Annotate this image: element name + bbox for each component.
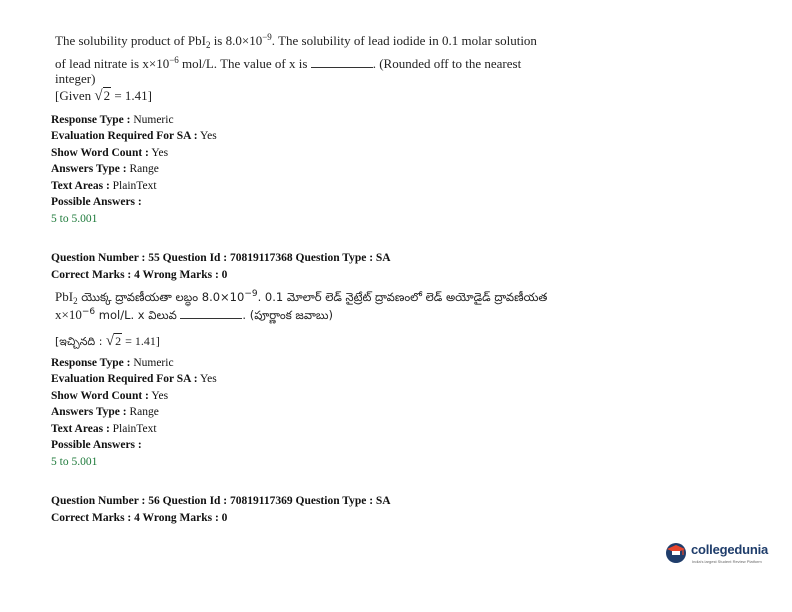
given-suffix: = 1.41] (122, 334, 160, 348)
q54-given (55, 88, 152, 105)
q54-word-count: Show Word Count : Yes (51, 147, 169, 159)
q55-header: Question Number : 55 Question Id : 70819117368 Question Type : SA (51, 252, 391, 264)
q54-text-areas: Text Areas : PlainText (51, 180, 157, 192)
q55-question-text-line2 (55, 307, 333, 325)
q55-answer-blank (180, 309, 242, 319)
q54-text-part: The solubility product of PbI (55, 33, 206, 48)
q54-exponent: −6 (169, 55, 179, 65)
q56-marks: Correct Marks : 4 Wrong Marks : 0 (51, 512, 228, 524)
sqrt-symbol: √2 (94, 88, 111, 104)
q55-text-part: . (పూర్ణాంక జవాబు) (242, 308, 333, 322)
q55-text-areas: Text Areas : PlainText (51, 423, 157, 435)
q54-exponent: −9 (262, 32, 272, 42)
q55-evaluation: Evaluation Required For SA : Yes (51, 373, 217, 385)
q54-text-part: is 8.0×10 (210, 33, 263, 48)
given-suffix: = 1.41] (111, 88, 153, 103)
q54-text-part: of lead nitrate is x×10 (55, 56, 170, 71)
q54-question-text (55, 30, 537, 86)
q55-text-part: యొక్క ద్రావణీయతా లబ్ధం 8.0×10 (77, 290, 245, 304)
q54-text-part: . The solubility of lead iodide in 0.1 molar solution (271, 33, 537, 48)
q54-response-type: Response Type : Numeric (51, 114, 174, 126)
q55-text-part: x×10 (55, 307, 82, 322)
q55-possible-answers: 5 to 5.001 (51, 456, 98, 468)
radicand: 2 (115, 334, 122, 348)
q55-text-part: . 0.1 మోలార్ లెడ్ నైట్రేట్ ద్రావణంలో లెడ్ అయోడైడ్ ద్రావణీయత (257, 290, 548, 304)
q55-question-text-line1 (55, 289, 547, 307)
q54-evaluation: Evaluation Required For SA : Yes (51, 130, 217, 142)
radicand: 2 (103, 88, 111, 103)
q55-given (55, 333, 160, 351)
logo-tagline: India's largest Student Review Platform (692, 559, 762, 564)
q54-possible-answers-label: Possible Answers : (51, 196, 142, 208)
q54-answer-blank (311, 58, 373, 68)
q55-text-part: mol/L. x విలువ (95, 308, 177, 322)
q54-subscript: 2 (205, 40, 211, 50)
q54-answers-type: Answers Type : Range (51, 163, 159, 175)
given-prefix: [Given (55, 88, 95, 103)
q55-exponent: −6 (81, 307, 96, 317)
q55-word-count: Show Word Count : Yes (51, 390, 169, 402)
collegedunia-logo (664, 538, 774, 572)
q55-response-type: Response Type : Numeric (51, 357, 174, 369)
q54-text-part: integer) (55, 71, 96, 86)
q55-text-part: PbI (55, 289, 74, 304)
q55-exponent: −9 (244, 289, 258, 299)
q55-possible-answers-label: Possible Answers : (51, 439, 142, 451)
q55-marks: Correct Marks : 4 Wrong Marks : 0 (51, 269, 228, 281)
q54-text-part: mol/L. The value of x is (178, 56, 308, 71)
q55-subscript: 2 (73, 296, 78, 306)
q54-possible-answers: 5 to 5.001 (51, 213, 98, 225)
given-prefix: [ఇచ్చినది : (55, 335, 106, 348)
q55-answers-type: Answers Type : Range (51, 406, 159, 418)
sqrt-symbol: √2 (105, 333, 122, 349)
graduation-cap-icon (664, 540, 688, 564)
q56-header: Question Number : 56 Question Id : 70819117369 Question Type : SA (51, 495, 391, 507)
q54-text-part: . (Rounded off to the nearest (372, 56, 522, 71)
logo-name: collegedunia (691, 542, 769, 557)
